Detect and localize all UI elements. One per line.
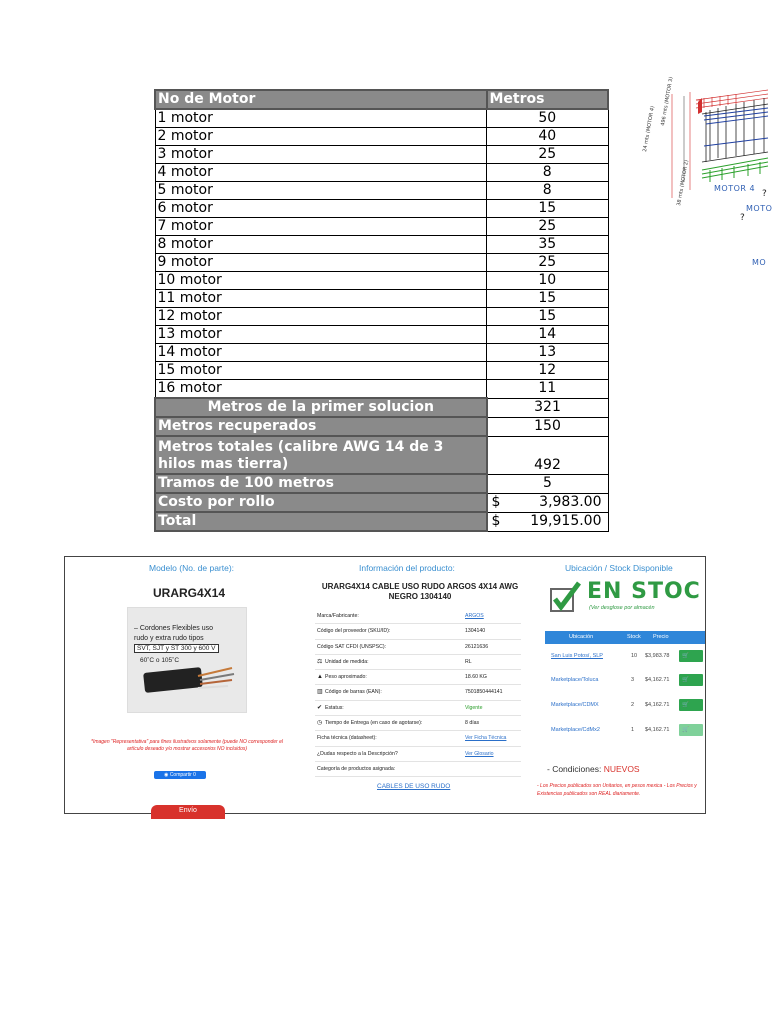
header-motor: No de Motor xyxy=(155,90,487,109)
stock-col-location: Ubicación xyxy=(569,634,594,640)
summary-value: 5 xyxy=(487,474,609,493)
motor-cell: 3 motor xyxy=(155,146,487,164)
motor-table xyxy=(154,89,609,532)
info-key: ▲ Peso aproximado: xyxy=(317,670,367,684)
diagram-label-motor4: MOTOR 4 xyxy=(714,184,756,193)
stock-qty: 2 xyxy=(631,702,635,708)
info-row xyxy=(315,685,521,700)
cable-illustration xyxy=(128,608,246,712)
col-header-stock: Ubicación / Stock Disponible xyxy=(565,563,673,573)
metros-cell: 25 xyxy=(487,218,609,236)
info-icon: ◷ xyxy=(317,720,323,727)
info-row xyxy=(315,655,521,670)
table-row xyxy=(155,164,608,182)
stock-col-stock: Stock xyxy=(627,634,641,640)
summary-row-tramos xyxy=(155,474,608,493)
table-row xyxy=(155,109,608,128)
info-row xyxy=(315,670,521,685)
stock-row xyxy=(545,719,705,741)
amount: 19,915.00 xyxy=(530,513,602,529)
motor-cell: 1 motor xyxy=(155,109,487,128)
info-link[interactable]: ARGOS xyxy=(465,613,484,619)
metros-cell: 11 xyxy=(487,380,609,399)
summary-value: 150 xyxy=(487,417,609,436)
summary-row-costo xyxy=(155,493,608,512)
svg-text:24 mts (MOTOR 4): 24 mts (MOTOR 4) xyxy=(642,105,657,153)
currency-symbol: $ xyxy=(491,513,501,529)
stock-row xyxy=(545,694,705,716)
metros-cell: 15 xyxy=(487,290,609,308)
svg-text:?: ? xyxy=(740,213,745,223)
table-row xyxy=(155,308,608,326)
info-row xyxy=(315,624,521,639)
stock-row xyxy=(545,669,705,691)
cart-icon: 🛒 xyxy=(682,702,689,708)
motor-cell: 10 motor xyxy=(155,272,487,290)
info-value: 7501850444141 xyxy=(465,689,503,696)
stock-row xyxy=(545,645,705,667)
motor-cell: 9 motor xyxy=(155,254,487,272)
summary-row-totales xyxy=(155,436,608,474)
stock-price: $4,162.71 xyxy=(645,677,670,683)
info-row xyxy=(315,747,521,762)
info-key: Categoría de productos asignada: xyxy=(317,765,396,772)
info-icon: ✔ xyxy=(317,704,323,711)
metros-cell: 15 xyxy=(487,308,609,326)
summary-row-primer-solucion xyxy=(155,398,608,417)
svg-text:496 mts (MOTOR 3): 496 mts (MOTOR 3) xyxy=(660,76,675,127)
motor-cell: 5 motor xyxy=(155,182,487,200)
table-row xyxy=(155,218,608,236)
stock-qty: 10 xyxy=(631,653,638,659)
metros-cell: 12 xyxy=(487,362,609,380)
table-row xyxy=(155,200,608,218)
stock-price: $4,162.71 xyxy=(645,727,670,733)
motor-cell: 7 motor xyxy=(155,218,487,236)
summary-row-recuperados xyxy=(155,417,608,436)
metros-cell: 8 xyxy=(487,182,609,200)
amount: 3,983.00 xyxy=(539,494,602,510)
summary-label: Total xyxy=(155,512,487,531)
summary-label: Metros totales (calibre AWG 14 de 3 hilos mas tierra) xyxy=(155,436,487,474)
product-image[interactable] xyxy=(127,607,247,713)
table-row xyxy=(155,344,608,362)
metros-cell: 25 xyxy=(487,146,609,164)
table-row xyxy=(155,290,608,308)
metros-cell: 40 xyxy=(487,128,609,146)
metros-cell: 50 xyxy=(487,109,609,128)
info-row xyxy=(315,716,521,731)
summary-label: Costo por rollo xyxy=(155,493,487,512)
stock-location[interactable]: Marketplace/Toluca xyxy=(551,677,599,683)
stock-location[interactable]: Marketplace/CdMx2 xyxy=(551,727,600,733)
cart-icon: 🛒 xyxy=(682,653,689,659)
metros-cell: 13 xyxy=(487,344,609,362)
stock-qty: 1 xyxy=(631,727,635,733)
wiring-diagram xyxy=(640,76,772,276)
table-row xyxy=(155,380,608,399)
motor-cell: 6 motor xyxy=(155,200,487,218)
metros-cell: 14 xyxy=(487,326,609,344)
metros-cell: 10 xyxy=(487,272,609,290)
category-link[interactable]: CABLES DE USO RUDO xyxy=(377,783,451,790)
info-row xyxy=(315,762,521,777)
info-value: Vigente xyxy=(465,704,483,711)
info-key: ¿Dudas respecto a la Descripción? xyxy=(317,750,398,757)
diagram-label-motor-b: MO xyxy=(752,258,767,267)
svg-text:38 mts (MOTOR 2): 38 mts (MOTOR 2) xyxy=(676,159,691,207)
stock-qty: 3 xyxy=(631,677,635,683)
info-row xyxy=(315,640,521,655)
stock-detail-link[interactable]: (Ver desglose por almacén xyxy=(589,605,655,611)
summary-row-total xyxy=(155,512,608,531)
stock-location[interactable]: Marketplace/CDMX xyxy=(551,702,599,708)
motor-cell: 12 motor xyxy=(155,308,487,326)
checkmark-icon xyxy=(549,581,583,615)
info-key: Código del proveedor (SKU/ID): xyxy=(317,628,391,635)
metros-cell: 25 xyxy=(487,254,609,272)
motor-cell: 16 motor xyxy=(155,380,487,399)
add-to-cart-button[interactable] xyxy=(679,699,703,711)
add-to-cart-button[interactable] xyxy=(679,674,703,686)
product-info-list xyxy=(315,609,521,777)
motor-cell: 15 motor xyxy=(155,362,487,380)
share-button[interactable]: ◉ Compartir 0 xyxy=(154,771,206,779)
metros-cell: 15 xyxy=(487,200,609,218)
info-row xyxy=(315,731,521,746)
summary-label: Metros recuperados xyxy=(155,417,487,436)
summary-value xyxy=(487,493,609,512)
motor-cell: 14 motor xyxy=(155,344,487,362)
col-header-info: Información del producto: xyxy=(359,563,455,573)
info-value: 1304140 xyxy=(465,628,486,635)
summary-value xyxy=(487,512,609,531)
table-row xyxy=(155,146,608,164)
info-link[interactable]: Ver Ficha Técnica xyxy=(465,735,507,742)
stock-col-price: Precio xyxy=(653,634,669,640)
svg-text:?: ? xyxy=(762,189,767,199)
info-icon: ▲ xyxy=(317,674,323,681)
diagram-drawing xyxy=(640,76,768,276)
metros-cell: 8 xyxy=(487,164,609,182)
envio-button[interactable]: Envío xyxy=(151,805,225,819)
info-value: RL xyxy=(465,658,472,665)
info-key: Código SAT CFDI (UNSPSC): xyxy=(317,643,386,650)
price-legal-note: - Los Precios publicados son Unitarios, en pesos mexica - Los Precios y Existencias publicados son REAL diariamente. xyxy=(537,783,697,797)
cart-icon: 🛒 xyxy=(682,727,689,733)
motor-cell: 8 motor xyxy=(155,236,487,254)
currency-symbol: $ xyxy=(491,494,501,510)
table-row xyxy=(155,272,608,290)
info-value: 8 días xyxy=(465,720,480,727)
info-link[interactable]: Ver Glosario xyxy=(465,750,494,757)
table-row xyxy=(155,182,608,200)
table-row xyxy=(155,128,608,146)
cart-icon: 🛒 xyxy=(682,677,689,683)
info-key: ⚖ Unidad de medida: xyxy=(317,655,369,669)
stock-table-header xyxy=(545,631,705,644)
thumb-line-1: – Cordones Flexibles uso rudo y extra rudo tipos xyxy=(134,625,213,642)
info-icon: ▥ xyxy=(317,689,323,696)
stock-price: $4,162.71 xyxy=(645,702,670,708)
image-disclaimer: *Imagen "Representativa" para fines ilustrativos solamente (puede NO corresponder el artículo deseado y/o mostrar accesorios NO incluidos) xyxy=(91,739,283,752)
stock-location[interactable]: San Luis Potosí, SLP xyxy=(551,653,603,659)
product-panel xyxy=(64,556,706,814)
summary-value: 321 xyxy=(487,398,609,417)
model-code: URARG4X14 xyxy=(153,586,226,600)
motor-cell: 11 motor xyxy=(155,290,487,308)
conditions: - Condiciones: NUEVOS xyxy=(547,764,640,774)
table-row xyxy=(155,362,608,380)
info-icon: ⚖ xyxy=(317,658,323,665)
stock-status-text: EN STOC xyxy=(587,579,701,604)
header-metros: Metros xyxy=(487,90,609,109)
product-title: URARG4X14 CABLE USO RUDO ARGOS 4X14 AWG NEGRO 1304140 xyxy=(321,582,519,601)
add-to-cart-button[interactable] xyxy=(679,724,703,736)
table-header-row xyxy=(155,90,608,109)
motor-cell: 13 motor xyxy=(155,326,487,344)
summary-label: Tramos de 100 metros xyxy=(155,474,487,493)
in-stock-badge[interactable] xyxy=(549,579,709,619)
info-key: Marca/Fabricante: xyxy=(317,613,359,619)
info-value: 18.60 KG xyxy=(465,674,487,681)
table-row xyxy=(155,236,608,254)
info-key: ◷ Tiempo de Entrega (en caso de agotarse): xyxy=(317,716,422,730)
motor-cell: 2 motor xyxy=(155,128,487,146)
info-row xyxy=(315,609,521,624)
metros-cell: 35 xyxy=(487,236,609,254)
share-icon: ◉ xyxy=(164,772,170,778)
diagram-label-motor-a: MOTO xyxy=(746,204,772,213)
thumb-line-4: 60˚C o 105˚C xyxy=(140,657,180,664)
motor-cell: 4 motor xyxy=(155,164,487,182)
thumb-line-3: SVT, SJT y ST 300 y 600 V xyxy=(134,644,219,653)
info-key: ▥ Código de barras (EAN): xyxy=(317,685,382,699)
info-key: Ficha técnica (datasheet): xyxy=(317,735,377,742)
condition-value: NUEVOS xyxy=(603,764,640,774)
summary-value: 492 xyxy=(487,436,609,474)
info-value: 26121636 xyxy=(465,643,489,650)
table-row xyxy=(155,254,608,272)
add-to-cart-button[interactable] xyxy=(679,650,703,662)
info-row xyxy=(315,701,521,716)
summary-label: Metros de la primer solucion xyxy=(155,398,487,417)
table-row xyxy=(155,326,608,344)
stock-price: $3,983.78 xyxy=(645,653,670,659)
info-key: ✔ Estatus: xyxy=(317,701,344,715)
col-header-model: Modelo (No. de parte): xyxy=(149,563,235,573)
